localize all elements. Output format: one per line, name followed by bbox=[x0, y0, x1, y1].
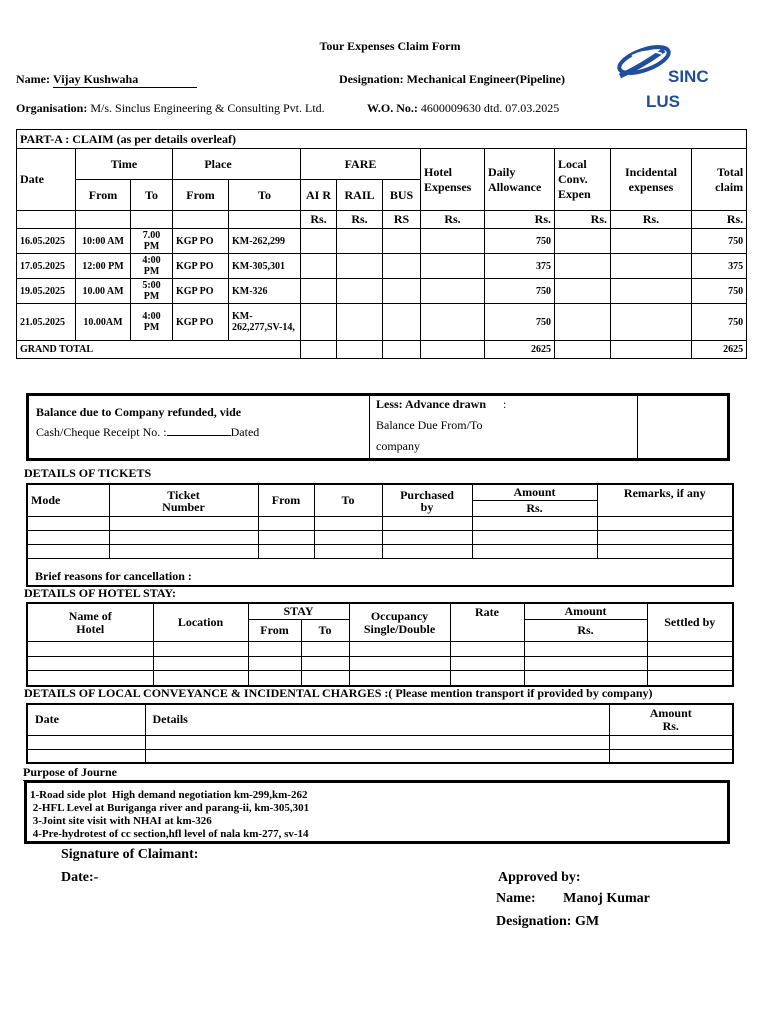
row-daily: 750 bbox=[485, 229, 555, 254]
row-place-from: KGP PO bbox=[173, 254, 229, 279]
work-order bbox=[367, 101, 559, 116]
col-rail: RAIL bbox=[337, 180, 383, 211]
hotel-heading: DETAILS OF HOTEL STAY: bbox=[24, 586, 176, 600]
row-place-to: KM-326 bbox=[229, 279, 301, 304]
designation-label: Designation: bbox=[339, 72, 404, 86]
row-daily: 375 bbox=[485, 254, 555, 279]
col-details: Details bbox=[145, 704, 609, 735]
col-incidental-header: Incidental expenses bbox=[611, 149, 692, 211]
advance-colon: : bbox=[503, 397, 507, 411]
grand-total-daily: 2625 bbox=[485, 341, 555, 359]
col-amount-rs: Rs. bbox=[524, 620, 647, 642]
balance-due-line2: company bbox=[376, 439, 420, 453]
col-amount: Amount bbox=[472, 484, 597, 501]
row-time-to: 4:00 PM bbox=[131, 254, 173, 279]
col-date: Date bbox=[27, 704, 145, 735]
approver-designation: Designation: GM bbox=[496, 914, 600, 929]
approved-by-label: Approved by: bbox=[498, 870, 581, 885]
col-hotel-name: Name of Hotel bbox=[27, 603, 153, 642]
row-total: 375 bbox=[692, 254, 747, 279]
unit-hotel: Rs. bbox=[421, 211, 485, 229]
row-total: 750 bbox=[692, 279, 747, 304]
claimant-signature-label: Signature of Claimant: bbox=[61, 847, 199, 862]
col-place-to: To bbox=[229, 180, 301, 211]
form-title: Tour Expenses Claim Form bbox=[319, 39, 461, 53]
row-date: 16.05.2025 bbox=[17, 229, 76, 254]
approver-name bbox=[496, 891, 650, 907]
purpose-box bbox=[24, 780, 730, 844]
col-from: From bbox=[258, 484, 314, 517]
col-time-to: To bbox=[131, 180, 173, 211]
col-fare-header: FARE bbox=[301, 149, 421, 180]
unit-rail: Rs. bbox=[337, 211, 383, 229]
row-daily: 750 bbox=[485, 279, 555, 304]
dated-label: Dated bbox=[230, 425, 260, 439]
approver-name-value: Manoj Kumar bbox=[563, 891, 650, 906]
name-value: Vijay Kushwaha bbox=[53, 72, 197, 88]
designation-value: Mechanical Engineer(Pipeline) bbox=[406, 72, 565, 86]
organisation bbox=[16, 101, 325, 116]
logo-text-lus: LUS bbox=[646, 92, 680, 111]
claim-date-label: Date:- bbox=[61, 870, 99, 885]
col-time-from: From bbox=[76, 180, 131, 211]
purpose-line: 3-Joint site visit with NHAI at km-326 bbox=[30, 815, 212, 827]
conveyance-table bbox=[26, 703, 734, 764]
col-settled-by: Settled by bbox=[647, 603, 733, 642]
unit-bus: RS bbox=[383, 211, 421, 229]
col-purchased-by: Purchased by bbox=[382, 484, 472, 517]
col-local-header: Local Conv. Expen bbox=[555, 149, 611, 211]
row-time-from: 12:00 PM bbox=[76, 254, 131, 279]
grand-total-value: 2625 bbox=[692, 341, 747, 359]
row-time-to: 7.00 PM bbox=[131, 229, 173, 254]
balance-due-line1: Balance Due From/To bbox=[376, 418, 483, 432]
grand-total-row bbox=[17, 341, 747, 359]
col-occupancy: Occupancy Single/Double bbox=[349, 603, 450, 642]
row-date: 17.05.2025 bbox=[17, 254, 76, 279]
col-amount: Amount bbox=[524, 603, 647, 620]
col-daily-header: Daily Allowance bbox=[485, 149, 555, 211]
unit-total: Rs. bbox=[692, 211, 747, 229]
unit-air: Rs. bbox=[301, 211, 337, 229]
row-place-to: KM-305,301 bbox=[229, 254, 301, 279]
balance-box bbox=[26, 393, 730, 461]
org-value: M/s. Sinclus Engineering & Consulting Pvt. Ltd. bbox=[90, 101, 325, 115]
col-remarks: Remarks, if any bbox=[597, 484, 733, 517]
hotel-table bbox=[26, 602, 734, 687]
purpose-line: 1-Road side plot High demand negotiation km-299,km-262 bbox=[30, 789, 308, 801]
logo-text-sinc: SINC bbox=[668, 67, 709, 86]
tickets-heading: DETAILS OF TICKETS bbox=[24, 466, 152, 480]
wo-value: 4600009630 dtd. 07.03.2025 bbox=[420, 101, 560, 115]
org-label: Organisation: bbox=[16, 101, 88, 115]
col-ticket-number: Ticket Number bbox=[109, 484, 258, 517]
row-place-from: KGP PO bbox=[173, 304, 229, 341]
purpose-line: 4-Pre-hydrotest of cc section,hfl level of nala km-277, sv-14 bbox=[30, 828, 309, 840]
col-total-header: Total claim bbox=[692, 149, 747, 211]
claimant-name bbox=[16, 72, 197, 88]
row-total: 750 bbox=[692, 304, 747, 341]
row-time-to: 4:00 PM bbox=[131, 304, 173, 341]
row-time-from: 10:00 AM bbox=[76, 229, 131, 254]
col-place-from: From bbox=[173, 180, 229, 211]
row-time-from: 10.00AM bbox=[76, 304, 131, 341]
advance-label: Less: Advance drawn bbox=[376, 397, 487, 411]
col-bus: BUS bbox=[383, 180, 421, 211]
col-location: Location bbox=[153, 603, 248, 642]
claim-heading: PART-A : CLAIM (as per details overleaf) bbox=[17, 130, 747, 149]
col-mode: Mode bbox=[27, 484, 109, 517]
unit-incidental: Rs. bbox=[611, 211, 692, 229]
row-daily: 750 bbox=[485, 304, 555, 341]
row-date: 21.05.2025 bbox=[17, 304, 76, 341]
table-row bbox=[17, 229, 747, 254]
row-place-from: KGP PO bbox=[173, 279, 229, 304]
col-stay: STAY bbox=[248, 603, 349, 620]
col-stay-from: From bbox=[248, 620, 301, 642]
row-time-from: 10.00 AM bbox=[76, 279, 131, 304]
table-row bbox=[17, 304, 747, 341]
wo-label: W.O. No.: bbox=[367, 101, 418, 115]
col-time-header: Time bbox=[76, 149, 173, 180]
conveyance-heading: DETAILS OF LOCAL CONVEYANCE & INCIDENTAL CHARGES :( Please mention transport if provided by company) bbox=[24, 686, 653, 700]
cancellation-reason: Brief reasons for cancellation : bbox=[27, 559, 733, 586]
name-label: Name: bbox=[16, 72, 50, 86]
claim-table bbox=[16, 129, 747, 359]
advance-drawn bbox=[376, 397, 506, 412]
col-air: AI R bbox=[301, 180, 337, 211]
table-row bbox=[17, 254, 747, 279]
unit-daily: Rs. bbox=[485, 211, 555, 229]
receipt-label: Cash/Cheque Receipt No. : bbox=[36, 425, 167, 439]
tickets-table bbox=[26, 483, 734, 587]
col-amount: Amount Rs. bbox=[609, 704, 733, 735]
grand-total-label: GRAND TOTAL bbox=[17, 341, 301, 359]
purpose-line: 2-HFL Level at Buriganga river and parang-ii, km-305,301 bbox=[30, 802, 310, 814]
col-date-header: Date bbox=[17, 149, 76, 211]
row-total: 750 bbox=[692, 229, 747, 254]
purpose-heading: Purpose of Journe bbox=[23, 765, 131, 781]
col-hotel-header: Hotel Expenses bbox=[421, 149, 485, 211]
col-place-header: Place bbox=[173, 149, 301, 180]
table-row bbox=[17, 279, 747, 304]
unit-local: Rs. bbox=[555, 211, 611, 229]
row-date: 19.05.2025 bbox=[17, 279, 76, 304]
col-rate: Rate bbox=[450, 603, 524, 642]
receipt-line bbox=[36, 425, 259, 440]
col-stay-to: To bbox=[301, 620, 349, 642]
refunded-text: Balance due to Company refunded, vide bbox=[36, 405, 242, 419]
col-amount-rs: Rs. bbox=[472, 501, 597, 517]
row-place-to: KM-262,277,SV-14, bbox=[229, 304, 301, 341]
row-place-to: KM-262,299 bbox=[229, 229, 301, 254]
col-to: To bbox=[314, 484, 382, 517]
designation bbox=[339, 72, 565, 87]
row-time-to: 5:00 PM bbox=[131, 279, 173, 304]
approver-name-label: Name: bbox=[496, 891, 536, 906]
row-place-from: KGP PO bbox=[173, 229, 229, 254]
